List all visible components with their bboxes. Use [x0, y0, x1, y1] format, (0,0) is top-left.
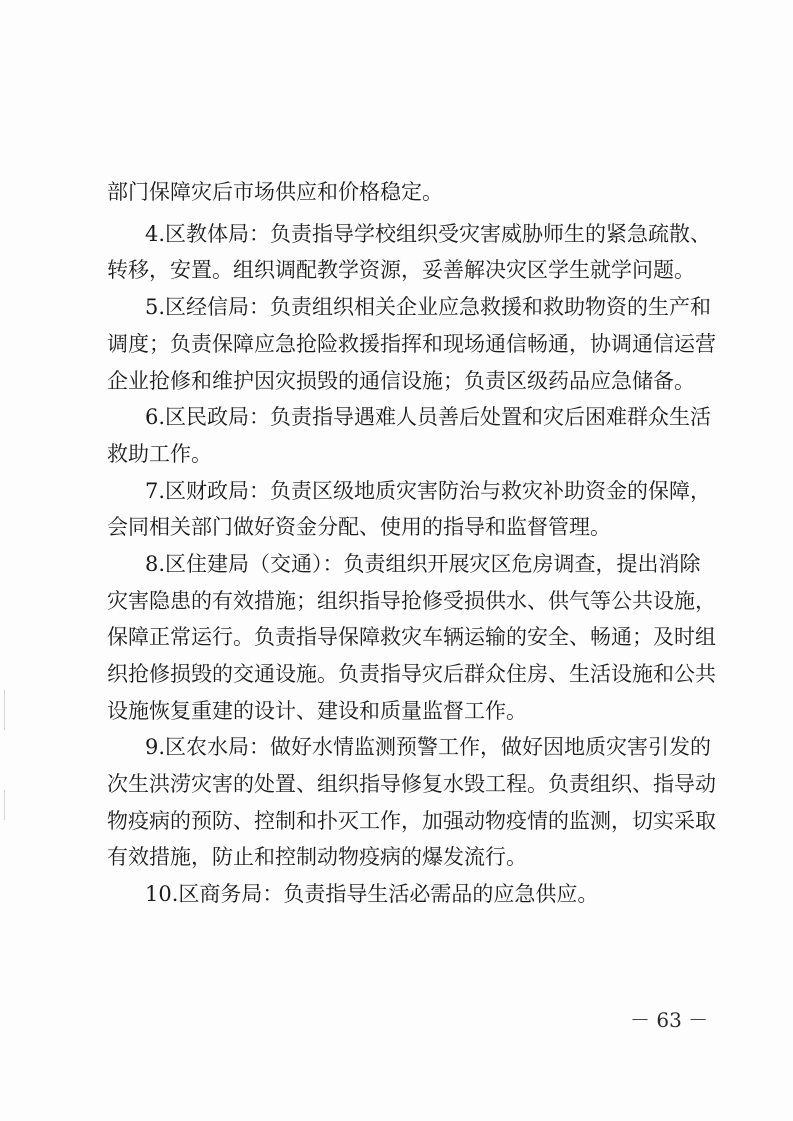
scan-margin-mark: [4, 690, 5, 730]
text-line: 保障正常运行。负责指导保障救灾车辆运输的安全、畅通；及时组: [107, 625, 716, 649]
text-line: 企业抢修和维护因灾损毁的通信设施；负责区级药品应急储备。: [107, 369, 695, 393]
text-line: 设施恢复重建的设计、建设和质量监督工作。: [107, 699, 527, 723]
paragraph-start-line: 7.区财政局：负责区级地质灾害防治与救灾补助资金的保障，: [145, 479, 712, 503]
text-line: 转移，安置。组织调配教学资源，妥善解决灾区学生就学问题。: [107, 258, 695, 282]
text-line: 次生洪涝灾害的处置、组织指导修复水毁工程。负责组织、指导动: [107, 772, 716, 796]
text-line: 有效措施，防止和控制动物疫病的爆发流行。: [107, 845, 527, 869]
text-line: 部门保障灾后市场供应和价格稳定。: [107, 180, 443, 204]
paragraph-start-line: 8.区住建局（交通）：负责组织开展灾区危房调查，提出消除: [145, 552, 701, 576]
text-line: 会同相关部门做好资金分配、使用的指导和监督管理。: [107, 515, 611, 539]
page-number: － 63 －: [630, 1008, 709, 1032]
paragraph-start-line: 5.区经信局：负责组织相关企业应急救援和救助物资的生产和: [145, 295, 712, 319]
text-line: 灾害隐患的有效措施；组织指导抢修受损供水、供气等公共设施，: [107, 589, 716, 613]
paragraph-start-line: 10.区商务局：负责指导生活必需品的应急供应。: [145, 882, 599, 906]
paragraph-start-line: 9.区农水局：做好水情监测预警工作，做好因地质灾害引发的: [145, 735, 712, 759]
text-line: 救助工作。: [107, 442, 212, 466]
text-line: 物疫病的预防、控制和扑灭工作，加强动物疫情的监测，切实采取: [107, 809, 716, 833]
scan-margin-mark: [4, 790, 5, 820]
text-line: 调度；负责保障应急抢险救援指挥和现场通信畅通，协调通信运营: [107, 332, 716, 356]
paragraph-start-line: 4.区教体局：负责指导学校组织受灾害威胁师生的紧急疏散、: [145, 222, 712, 246]
paragraph-start-line: 6.区民政局：负责指导遇难人员善后处置和灾后困难群众生活: [145, 405, 712, 429]
text-line: 织抢修损毁的交通设施。负责指导灾后群众住房、生活设施和公共: [107, 662, 716, 686]
